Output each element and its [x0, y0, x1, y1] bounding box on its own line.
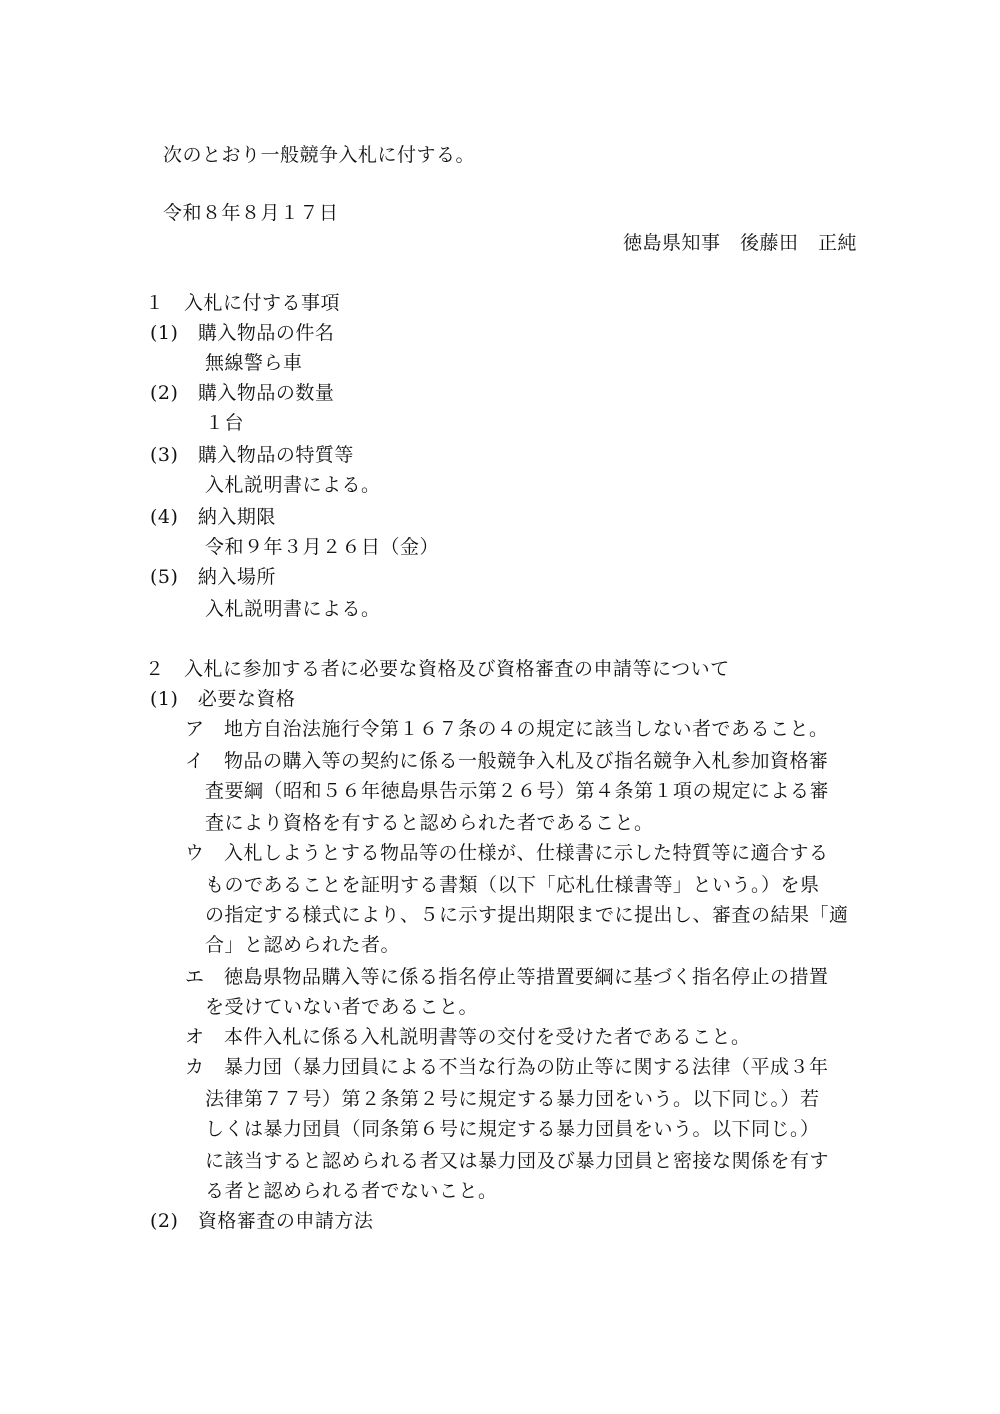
- item4-label: (4) 納入期限: [150, 506, 276, 528]
- clause-ka-line: しくは暴力団員（同条第６号に規定する暴力団員をいう。以下同じ。）: [205, 1118, 820, 1140]
- sub2-heading: (2) 資格審査の申請方法: [150, 1210, 374, 1232]
- sub1-heading: (1) 必要な資格: [150, 688, 296, 710]
- clause-ka-line: に該当すると認められる者又は暴力団及び暴力団員と密接な関係を有す: [205, 1150, 830, 1172]
- signature-text: 徳島県知事 後藤田 正純: [622, 232, 857, 254]
- clause-ka-line: カ 暴力団（暴力団員による不当な行為の防止等に関する法律（平成３年: [185, 1056, 829, 1078]
- section1-heading: １ 入札に付する事項: [145, 292, 341, 314]
- clause-e-line: を受けていない者であること。: [205, 996, 479, 1018]
- item5-label: (5) 納入場所: [150, 566, 276, 588]
- clause-e-line: エ 徳島県物品購入等に係る指名停止等措置要綱に基づく指名停止の措置: [185, 966, 829, 988]
- item1-label: (1) 購入物品の件名: [150, 322, 335, 344]
- item3-label: (3) 購入物品の特質等: [150, 444, 354, 466]
- clause-u-line: ウ 入札しようとする物品等の仕様が、仕様書に示した特質等に適合する: [185, 842, 829, 864]
- clause-o: オ 本件入札に係る入札説明書等の交付を受けた者であること。: [185, 1026, 751, 1048]
- clause-i-line: 査により資格を有すると認められた者であること。: [205, 812, 654, 834]
- item2-value: １台: [205, 412, 245, 434]
- clause-u-line: 合」と認められた者。: [205, 934, 401, 956]
- item1-value: 無線警ら車: [205, 352, 303, 374]
- clause-i-line: 査要綱（昭和５６年徳島県告示第２６号）第４条第１項の規定による審: [205, 780, 830, 802]
- item5-value: 入札説明書による。: [205, 598, 381, 620]
- item4-value: 令和９年３月２６日（金）: [205, 536, 440, 558]
- clause-a: ア 地方自治法施行令第１６７条の４の規定に該当しない者であること。: [185, 718, 829, 740]
- clause-ka-line: る者と認められる者でないこと。: [205, 1180, 498, 1202]
- item2-label: (2) 購入物品の数量: [150, 382, 335, 404]
- section2-heading: ２ 入札に参加する者に必要な資格及び資格審査の申請等について: [145, 658, 730, 680]
- clause-i-line: イ 物品の購入等の契約に係る一般競争入札及び指名競争入札参加資格審: [185, 750, 829, 772]
- intro-text: 次のとおり一般競争入札に付する。: [163, 144, 476, 166]
- clause-ka-line: 法律第７７号）第２条第２号に規定する暴力団をいう。以下同じ。）若: [205, 1088, 820, 1110]
- clause-u-line: ものであることを証明する書類（以下「応札仕様書等」という。）を県: [205, 874, 820, 896]
- item3-value: 入札説明書による。: [205, 474, 381, 496]
- date-text: 令和８年８月１７日: [163, 202, 339, 224]
- clause-u-line: の指定する様式により、５に示す提出期限までに提出し、審査の結果「適: [205, 904, 849, 926]
